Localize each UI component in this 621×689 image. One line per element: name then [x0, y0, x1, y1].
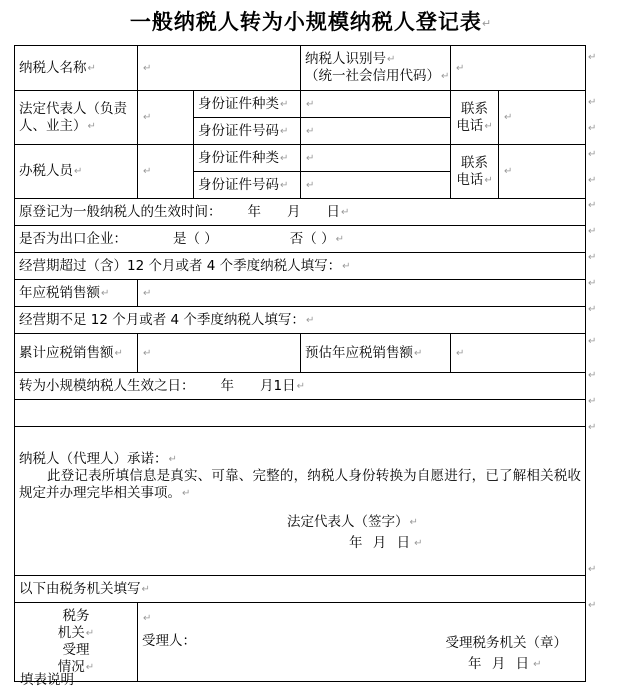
acceptor-label[interactable]: 受理人：	[142, 632, 196, 649]
pilcrow-icon: ↵	[588, 97, 597, 108]
legal-rep-cert-type-field[interactable]	[301, 91, 451, 118]
export-no-option[interactable]: 否（ ）	[289, 230, 335, 247]
pilcrow-icon: ↵	[114, 347, 123, 359]
blank-cell[interactable]	[15, 400, 586, 427]
pilcrow-icon: ↵	[588, 123, 597, 134]
tax-office-stamp-label: 受理税务机关（章）	[445, 634, 568, 651]
pilcrow-icon: ↵	[484, 174, 493, 186]
pilcrow-icon: ↵	[143, 347, 152, 359]
pilcrow-icon: ↵	[588, 422, 597, 433]
pilcrow-icon: ↵	[341, 206, 350, 218]
pilcrow-icon: ↵	[588, 200, 597, 211]
table-row-tax-office-acceptance	[15, 603, 586, 682]
tax-handler-cert-type-field[interactable]	[301, 145, 451, 172]
pilcrow-icon: ↵	[533, 658, 545, 670]
pilcrow-icon: ↵	[588, 175, 597, 186]
pilcrow-icon: ↵	[414, 537, 426, 549]
table-row-cumulative-sales	[15, 334, 586, 373]
pilcrow-icon: ↵	[588, 252, 597, 263]
legal-rep-phone-field[interactable]	[499, 91, 586, 145]
over-12m-header-cell: 经营期超过（含）12 个月或者 4 个季度纳税人填写：↵	[15, 253, 586, 280]
legal-rep-signature-label[interactable]: 法定代表人（签字）↵	[287, 513, 418, 530]
pilcrow-icon: ↵	[306, 98, 315, 110]
pilcrow-icon: ↵	[456, 62, 465, 74]
table-row-legal-rep-cert-type	[15, 91, 586, 118]
legal-rep-cert-no-label: 身份证件号码↵	[194, 118, 301, 145]
pilcrow-icon: ↵	[484, 120, 493, 132]
table-row-annual-sales	[15, 280, 586, 307]
pilcrow-icon: ↵	[588, 564, 597, 575]
tax-handler-cert-type-label: 身份证件种类↵	[194, 145, 301, 172]
page-title-text: 一般纳税人转为小规模纳税人登记表	[129, 10, 482, 34]
taxpayer-name-label: 纳税人名称↵	[15, 46, 138, 91]
table-row-tax-office-header	[15, 576, 586, 603]
pilcrow-icon: ↵	[387, 54, 396, 65]
pilcrow-icon: ↵	[87, 62, 96, 74]
pilcrow-icon: ↵	[456, 347, 465, 359]
pilcrow-icon: ↵	[588, 600, 597, 611]
tax-handler-name-field[interactable]	[138, 145, 194, 199]
pilcrow-icon: ↵	[87, 120, 96, 132]
pilcrow-icon: ↵	[296, 380, 305, 392]
pilcrow-icon: ↵	[101, 287, 110, 299]
pilcrow-icon: ↵	[588, 304, 597, 315]
export-enterprise-cell[interactable]: 是否为出口企业： 是（ ） 否（ ）↵	[15, 226, 586, 253]
tax-handler-phone-label: 联系 电话↵	[451, 145, 499, 199]
pilcrow-icon: ↵	[306, 179, 315, 191]
table-row-over-12m-header	[15, 253, 586, 280]
legal-rep-cert-type-label: 身份证件种类↵	[194, 91, 301, 118]
pilcrow-icon: ↵	[441, 71, 450, 82]
page-title	[0, 8, 621, 38]
pilcrow-icon: ↵	[280, 98, 289, 110]
taxpayer-name-field[interactable]	[138, 46, 301, 91]
estimated-annual-sales-field[interactable]	[451, 334, 586, 373]
table-row-conversion-date	[15, 373, 586, 400]
bottom-note: 填表说明	[20, 672, 74, 688]
pilcrow-icon: ↵	[74, 166, 83, 177]
legal-rep-name-field[interactable]	[138, 91, 194, 145]
pilcrow-icon: ↵	[168, 453, 177, 465]
pilcrow-icon: ↵	[143, 612, 152, 624]
table-row-original-effective-date	[15, 199, 586, 226]
legal-rep-phone-label: 联系 电话↵	[451, 91, 499, 145]
pilcrow-mark: ↵	[481, 17, 492, 30]
pilcrow-icon: ↵	[588, 396, 597, 407]
pilcrow-icon: ↵	[306, 125, 315, 137]
pilcrow-icon: ↵	[588, 336, 597, 347]
pilcrow-icon: ↵	[504, 112, 513, 123]
cumulative-sales-field[interactable]	[138, 334, 301, 373]
tax-handler-label: 办税人员↵	[15, 145, 138, 199]
pilcrow-icon: ↵	[85, 628, 95, 639]
tax-handler-phone-field[interactable]	[499, 145, 586, 199]
pilcrow-icon: ↵	[182, 487, 191, 499]
acceptance-top-mark	[142, 610, 581, 625]
pilcrow-icon: ↵	[588, 149, 597, 160]
original-effective-date-cell[interactable]: 原登记为一般纳税人的生效时间： 年 月 日↵	[15, 199, 586, 226]
under-12m-header-cell: 经营期不足 12 个月或者 4 个季度纳税人填写：↵	[15, 307, 586, 334]
pilcrow-icon: ↵	[588, 278, 597, 289]
pilcrow-icon: ↵	[588, 226, 597, 237]
tax-office-header-cell: 以下由税务机关填写↵	[15, 576, 586, 603]
pilcrow-icon: ↵	[335, 233, 344, 245]
pilcrow-icon: ↵	[143, 62, 152, 74]
declaration-cell	[15, 427, 586, 576]
declaration-body: 此登记表所填信息是真实、可靠、完整的，纳税人身份转换为自愿进行，已了解相关税收规定并办理完毕相关事项。↵	[19, 467, 582, 501]
cumulative-sales-label: 累计应税销售额↵	[15, 334, 138, 373]
table-row-export-enterprise	[15, 226, 586, 253]
pilcrow-icon: ↵	[588, 370, 597, 381]
pilcrow-icon: ↵	[306, 152, 315, 164]
tax-office-stamp-date: 年 月 日↵	[468, 655, 545, 672]
pilcrow-icon: ↵	[342, 260, 351, 272]
conversion-date-cell[interactable]: 转为小规模纳税人生效之日： 年 月1日↵	[15, 373, 586, 400]
pilcrow-icon: ↵	[143, 166, 152, 177]
legal-rep-label: 法定代表人（负责 人、业主）↵	[15, 91, 138, 145]
annual-sales-label: 年应税销售额↵	[15, 280, 138, 307]
pilcrow-icon: ↵	[409, 516, 418, 528]
pilcrow-icon: ↵	[588, 52, 597, 63]
table-row-blank	[15, 400, 586, 427]
pilcrow-icon: ↵	[141, 583, 150, 595]
estimated-annual-sales-label: 预估年应税销售额↵	[301, 334, 451, 373]
taxpayer-id-field[interactable]	[451, 46, 586, 91]
tax-office-stamp-area[interactable]	[446, 633, 582, 675]
pilcrow-icon: ↵	[280, 152, 289, 164]
pilcrow-icon: ↵	[143, 112, 152, 123]
declaration-date[interactable]: 年 月 日↵	[349, 534, 426, 551]
table-row-declaration	[15, 427, 586, 576]
pilcrow-icon: ↵	[414, 347, 423, 359]
tax-office-acceptance-cell	[138, 603, 586, 682]
table-row-taxpayer-name	[15, 46, 586, 91]
pilcrow-icon: ↵	[280, 125, 289, 137]
annual-sales-field[interactable]	[138, 280, 586, 307]
table-row-tax-handler-cert-type	[15, 145, 586, 172]
declaration-heading: 纳税人（代理人）承诺：↵	[19, 450, 177, 467]
table-row-under-12m-header	[15, 307, 586, 334]
tax-handler-cert-no-field[interactable]	[301, 172, 451, 199]
tax-handler-cert-no-label: 身份证件号码↵	[194, 172, 301, 199]
export-yes-option[interactable]: 是（ ）	[173, 230, 218, 247]
pilcrow-icon: ↵	[504, 166, 513, 177]
taxpayer-id-label: 纳税人识别号↵ （统一社会信用代码）↵	[301, 46, 451, 91]
pilcrow-icon: ↵	[305, 314, 315, 326]
pilcrow-icon: ↵	[280, 179, 289, 191]
registration-form-table	[14, 45, 586, 682]
legal-rep-cert-no-field[interactable]	[301, 118, 451, 145]
tax-office-side-label: 税务 机关↵ 受理 情况↵	[15, 603, 138, 682]
pilcrow-icon: ↵	[85, 662, 95, 673]
pilcrow-icon: ↵	[143, 287, 152, 299]
